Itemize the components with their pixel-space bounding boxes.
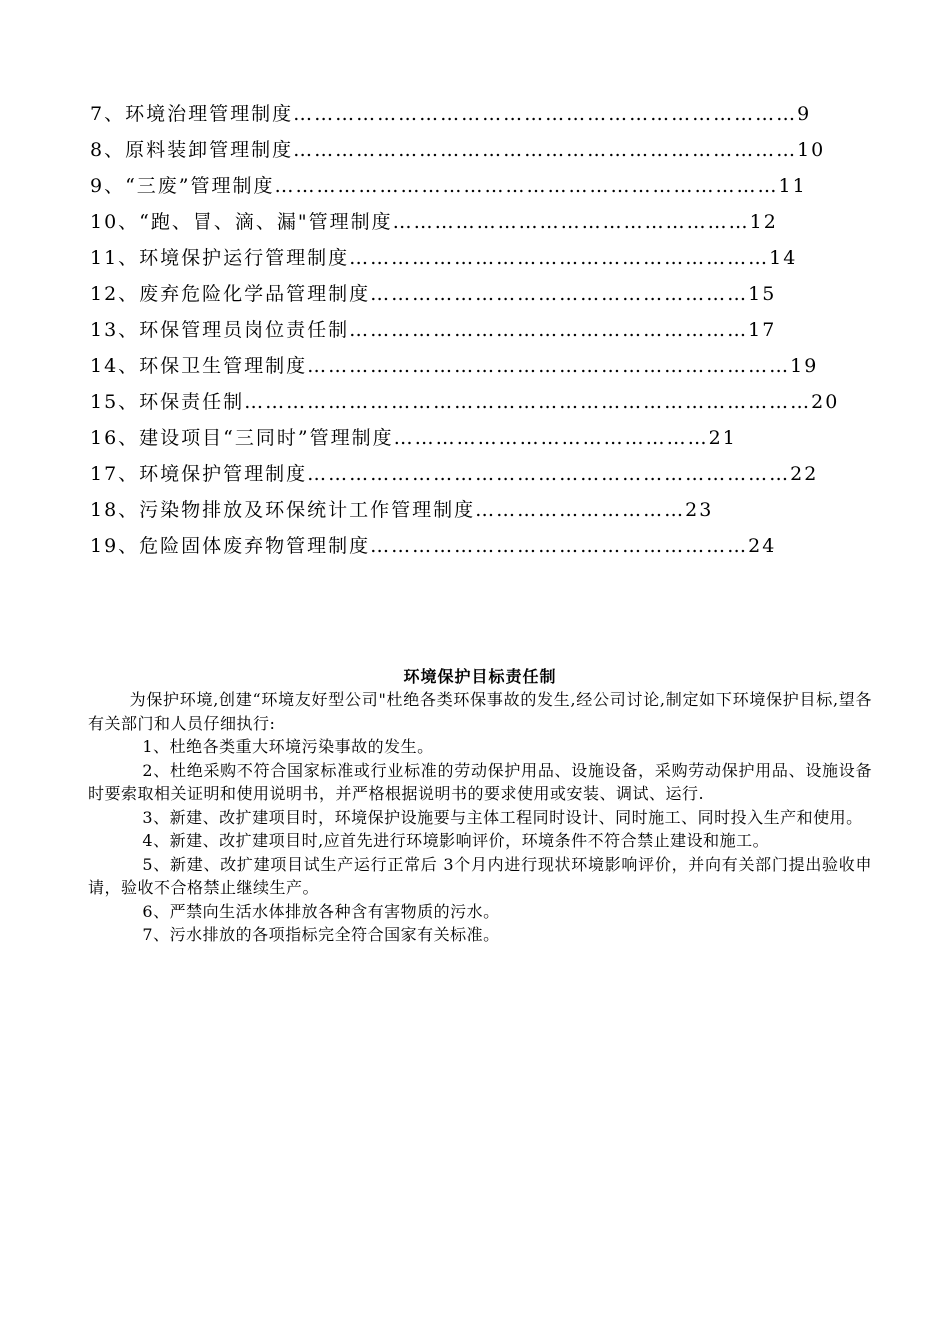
toc-entry: 17、环境保护管理制度……………………………………………………………22	[90, 463, 819, 485]
toc-entry: 13、环保管理员岗位责任制…………………………………………………17	[90, 319, 777, 341]
toc-entry: 11、环境保护运行管理制度……………………………………………………14	[90, 247, 798, 269]
toc-entry: 16、建设项目“三同时”管理制度………………………………………21	[90, 427, 737, 449]
toc-entry: 9、“三废”管理制度………………………………………………………………11	[90, 175, 807, 197]
toc-entry: 19、危险固体废弃物管理制度………………………………………………24	[90, 535, 777, 557]
list-item: 1、杜绝各类重大环境污染事故的发生。	[142, 737, 434, 756]
list-item: 3、新建、改扩建项目时，环境保护设施要与主体工程同时设计、同时施工、同时投入生产和使用。	[142, 807, 863, 827]
toc-entry: 10、“跑、冒、滴、漏"管理制度……………………………………………12	[90, 211, 778, 233]
toc-entry: 12、废弃危险化学品管理制度………………………………………………15	[90, 283, 777, 305]
table-of-contents	[90, 96, 850, 564]
environmental-responsibility-section	[88, 666, 872, 947]
toc-entry: 14、环保卫生管理制度……………………………………………………………19	[90, 355, 819, 377]
toc-entry: 15、环保责任制………………………………………………………………………20	[90, 391, 840, 413]
toc-entry: 18、污染物排放及环保统计工作管理制度…………………………23	[90, 499, 714, 521]
toc-entry: 7、环境治理管理制度………………………………………………………………9	[90, 103, 812, 125]
toc-entry: 8、原料装卸管理制度………………………………………………………………10	[90, 139, 826, 161]
list-item: 6、严禁向生活水体排放各种含有害物质的污水。	[142, 901, 500, 921]
section-title: 环境保护目标责任制	[403, 667, 557, 686]
list-item: 5、新建、改扩建项目试生产运行正常后 3个月内进行现状环境影响评价，并向有关部门提出验收申请，验收不合格禁止继续生产。	[88, 854, 872, 897]
list-item: 2、杜绝采购不符合国家标准或行业标准的劳动保护用品、设施设备，采购劳动保护用品、设施设备时要索取相关证明和使用说明书，并严格根据说明书的要求使用或安装、调试、运行.	[88, 760, 872, 803]
list-item: 7、污水排放的各项指标完全符合国家有关标准。	[142, 925, 500, 944]
intro-paragraph: 为保护环境,创建“环境友好型公司"杜绝各类环保事故的发生,经公司讨论,制定如下环境保护目标,望各有关部门和人员仔细执行:	[88, 690, 872, 733]
list-item: 4、新建、改扩建项目时,应首先进行环境影响评价，环境条件不符合禁止建设和施工。	[142, 831, 770, 850]
